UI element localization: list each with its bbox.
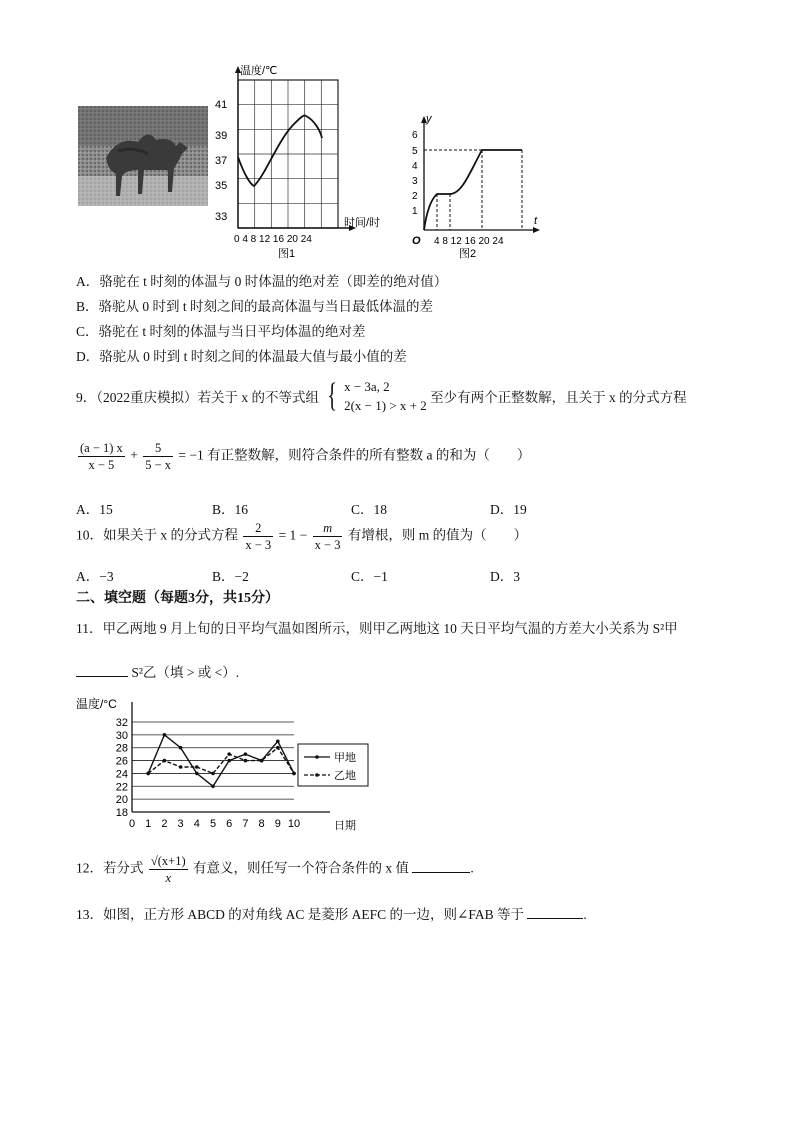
chart-xtick-label: 3 xyxy=(177,818,184,830)
data-point-乙地 xyxy=(244,759,248,763)
data-point-甲地 xyxy=(227,759,231,763)
q9-option-c: C．18 xyxy=(351,502,388,517)
fig2-ytick: 1 xyxy=(412,206,418,217)
q11-line2-text: S²乙（填 > 或 <）. xyxy=(131,665,240,680)
q10-prefix: 10．如果关于 x 的分式方程 xyxy=(76,527,238,543)
chart-ylabel: 温度/°C xyxy=(76,697,117,711)
q10-mid: = 1 − xyxy=(278,527,308,543)
fig1-caption: 图1 xyxy=(278,248,296,260)
top-figure xyxy=(78,62,548,267)
data-point-乙地 xyxy=(211,772,215,776)
fig2-caption: 图2 xyxy=(459,248,477,260)
data-point-乙地 xyxy=(276,746,280,750)
data-point-乙地 xyxy=(292,772,296,776)
q8-option-b: B．骆驼从 0 时到 t 时刻之间的最高体温与当日最低体温的差 xyxy=(76,299,434,314)
data-point-甲地 xyxy=(179,746,183,750)
q12-stem: 12．若分式 $\frac{√(x+1)}{x}$ 有意义，则任写一个符合条件的 x 值 . xyxy=(76,854,474,885)
chart-xtick-label: 4 xyxy=(193,818,200,830)
q12-prefix: 12．若分式 xyxy=(76,860,144,876)
fig2-ytick: 6 xyxy=(412,130,418,141)
fig1-ytick: 41 xyxy=(215,99,228,111)
q13-answer-blank[interactable] xyxy=(527,918,583,919)
chart-xtick-label: 7 xyxy=(242,818,249,830)
chart-xlabel: 日期 xyxy=(334,820,356,832)
fig2-ytick: 5 xyxy=(412,146,418,157)
q12-answer-blank[interactable] xyxy=(412,872,470,873)
fig2-ylabel: y xyxy=(426,113,432,125)
chart-xtick-label: 8 xyxy=(258,818,265,830)
q13-text: 13．如图，正方形 ABCD 的对角线 AC 是菱形 AEFC 的一边，则∠FAB 等于 xyxy=(76,907,524,922)
legend-label: 乙地 xyxy=(334,770,356,782)
chart-ytick-label: 30 xyxy=(115,729,128,742)
q9-option-a: A．15 xyxy=(76,502,113,517)
fig2-ytick: 3 xyxy=(412,176,418,187)
fig2-origin: O xyxy=(412,235,421,247)
q11-line1: 11．甲乙两地 9 月上旬的日平均气温如图所示，则甲乙两地这 10 天日平均气温的方差大小关系为 S²甲 xyxy=(76,621,678,636)
q8-option-a: A．骆驼在 t 时刻的体温与 0 时体温的绝对差（即差的绝对值） xyxy=(76,274,448,289)
chart-ytick-label: 18 xyxy=(115,807,128,819)
q10-option-a: A．−3 xyxy=(76,569,114,584)
q9-brace: { xyxy=(327,377,338,414)
q9-prefix: 9．（2022重庆模拟）若关于 x 的不等式组 xyxy=(76,390,319,405)
fig2-ytick: 4 xyxy=(412,161,418,172)
q9-fraction-2: $\frac{5}{5 - x}$ xyxy=(145,441,171,472)
temperature-line-chart xyxy=(72,694,372,838)
q9-plus: + xyxy=(130,447,138,463)
chart-xtick-label: 1 xyxy=(145,818,152,830)
q11-answer-blank[interactable] xyxy=(76,676,128,677)
q10-fraction-2: $\frac{m}{x - 3}$ xyxy=(314,521,341,552)
fig1-xticks: 0 4 8 12 16 20 24 xyxy=(234,234,312,245)
chart-ytick-label: 32 xyxy=(115,717,128,729)
data-point-甲地 xyxy=(276,739,280,743)
data-point-甲地 xyxy=(163,733,167,737)
data-point-甲地 xyxy=(211,784,215,788)
q9-system-line2: 2(x − 1) > x + 2 xyxy=(344,398,427,413)
chart-xtick-label: 5 xyxy=(209,818,217,830)
fig1-xlabel: 时间/时 xyxy=(344,217,381,229)
q10-option-d: D．3 xyxy=(490,569,520,584)
q13-stem: 13．如图，正方形 ABCD 的对角线 AC 是菱形 AEFC 的一边，则∠FAB 等于 . xyxy=(76,907,587,922)
fig2-xlabel: t xyxy=(534,215,538,227)
fig2-graph xyxy=(404,112,544,262)
fig1-ytick: 37 xyxy=(215,155,228,167)
fig1-ylabel: 温度/℃ xyxy=(240,65,278,77)
data-point-乙地 xyxy=(195,765,199,769)
chart-xtick-label: 6 xyxy=(226,818,233,830)
chart-xtick-label: 9 xyxy=(274,818,281,830)
q9-system-line1: x − 3a, 2 xyxy=(344,379,390,394)
data-point-乙地 xyxy=(227,752,231,756)
chart-ytick-label: 28 xyxy=(115,742,128,755)
q8-option-c: C．骆驼在 t 时刻的体温与当日平均体温的绝对差 xyxy=(76,324,366,339)
fig1-temperature-graph xyxy=(210,62,402,262)
fig2-xticks: 4 8 12 16 20 24 xyxy=(434,236,504,247)
chart-ytick-label: 24 xyxy=(115,768,128,781)
legend-marker-甲地 xyxy=(315,755,319,759)
q9-option-d: D．19 xyxy=(490,502,527,517)
data-point-甲地 xyxy=(195,772,199,776)
fig1-ytick: 35 xyxy=(215,180,228,192)
data-point-甲地 xyxy=(244,752,248,756)
chart-xtick-label: 10 xyxy=(287,818,301,830)
q9-option-b: B．16 xyxy=(212,502,249,517)
camel-photo xyxy=(78,106,208,206)
q9-system xyxy=(324,377,426,415)
data-point-乙地 xyxy=(146,772,150,776)
q8-option-d: D．骆驼从 0 时到 t 时刻之间的体温最大值与最小值的差 xyxy=(76,349,407,364)
q11-line2 xyxy=(76,664,239,682)
q9-stem xyxy=(76,377,687,419)
q9-fraction-1: $\frac{(a - 1) x}{x - 5}$ xyxy=(80,441,123,472)
chart-xtick-label: 0 xyxy=(128,818,136,830)
chart-legend xyxy=(298,744,368,786)
chart-xtick-label: 2 xyxy=(161,818,168,830)
chart-ytick-label: 22 xyxy=(115,781,128,794)
data-point-乙地 xyxy=(260,759,264,763)
fig1-ytick: 33 xyxy=(215,211,228,223)
q12-fraction: $\frac{√(x+1)}{x}$ xyxy=(150,854,186,885)
chart-ytick-label: 20 xyxy=(115,794,128,807)
q10-stem xyxy=(76,520,527,553)
q10-fraction-1: $\frac{2}{x - 3}$ xyxy=(245,521,272,552)
data-point-乙地 xyxy=(163,759,167,763)
q10-option-b: B．−2 xyxy=(212,569,249,584)
legend-label: 甲地 xyxy=(334,752,356,764)
q10-option-c: C．−1 xyxy=(351,569,388,584)
legend-marker-乙地 xyxy=(315,773,319,777)
fig1-ytick: 39 xyxy=(215,130,228,142)
q9-tail: = −1 有正整数解，则符合条件的所有整数 a 的和为（ ） xyxy=(178,447,531,463)
section-heading: 二、填空题（每题3分，共15分） xyxy=(76,591,279,606)
q10-tail: 有增根，则 m 的值为（ ） xyxy=(347,527,528,543)
chart-ytick-label: 26 xyxy=(115,755,128,768)
fig2-ytick: 2 xyxy=(412,191,418,202)
data-point-乙地 xyxy=(179,765,183,769)
q9-equation xyxy=(76,440,530,473)
q9-suffix: 至少有两个正整数解，且关于 x 的分式方程 xyxy=(430,390,687,405)
q12-tail: 有意义，则任写一个符合条件的 x 值 xyxy=(193,860,409,876)
